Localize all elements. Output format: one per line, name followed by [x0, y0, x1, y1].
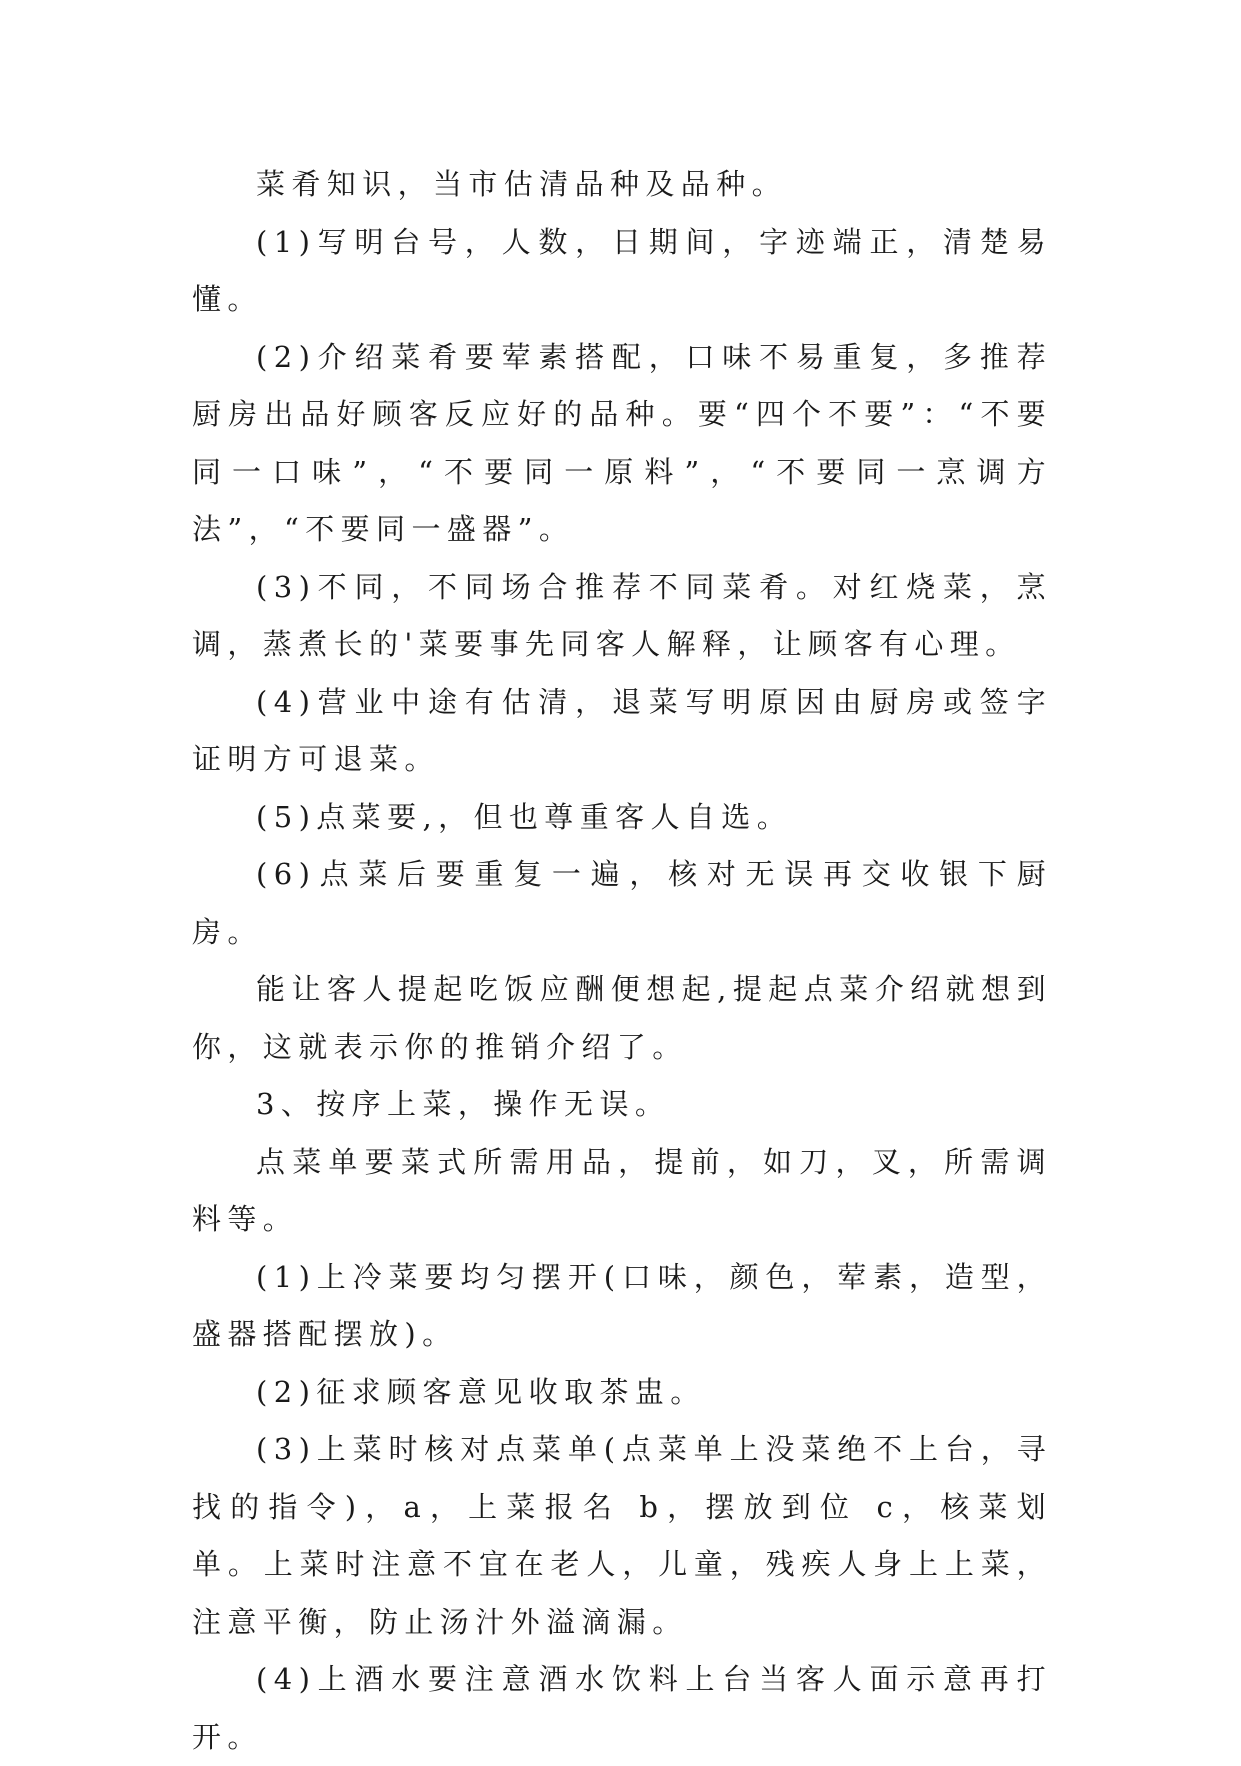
paragraph-10: 点菜单要菜式所需用品，提前，如刀，叉，所需调料等。 [192, 1144, 1052, 1236]
paragraph-11: (1)上冷菜要均匀摆开(口味，颜色，荤素，造型，盛器搭配摆放)。 [192, 1259, 1052, 1351]
paragraph-1: 菜肴知识，当市估清品种及品种。 [256, 167, 788, 201]
paragraph-7: (6)点菜后要重复一遍，核对无误再交收银下厨房。 [192, 857, 1052, 949]
document-page [192, 156, 1052, 1766]
paragraph-14: (4)上酒水要注意酒水饮料上台当客人面示意再打开。 [192, 1662, 1052, 1754]
paragraph-13: (3)上菜时核对点菜单(点菜单上没菜绝不上台，寻找的指令)，a，上菜报名 b，摆放到位 c，核菜划单。上菜时注意不宜在老人，儿童，残疾人身上上菜，注意平衡，防止汤汁外溢滴漏。 [192, 1432, 1052, 1639]
paragraph-9: 3、按序上菜，操作无误。 [256, 1087, 671, 1121]
paragraph-6: (5)点菜要,，但也尊重客人自选。 [256, 799, 793, 834]
paragraph-3: (2)介绍菜肴要荤素搭配，口味不易重复，多推荐厨房出品好顾客反应好的品种。要“四个不要”：“不要同一口味”，“不要同一原料”，“不要同一烹调方法”，“不要同一盛器”。 [192, 339, 1052, 546]
paragraph-12: (2)征求顾客意见收取茶盅。 [256, 1374, 706, 1409]
paragraph-2: (1)写明台号，人数，日期间，字迹端正，清楚易懂。 [192, 224, 1052, 316]
paragraph-4: (3)不同，不同场合推荐不同菜肴。对红烧菜，烹调，蒸煮长的'菜要事先同客人解释，让顾客有心理。 [192, 569, 1052, 661]
paragraph-8: 能让客人提起吃饭应酬便想起,提起点菜介绍就想到你，这就表示你的推销介绍了。 [192, 972, 1052, 1064]
paragraph-5: (4)营业中途有估清，退菜写明原因由厨房或签字证明方可退菜。 [192, 684, 1052, 776]
